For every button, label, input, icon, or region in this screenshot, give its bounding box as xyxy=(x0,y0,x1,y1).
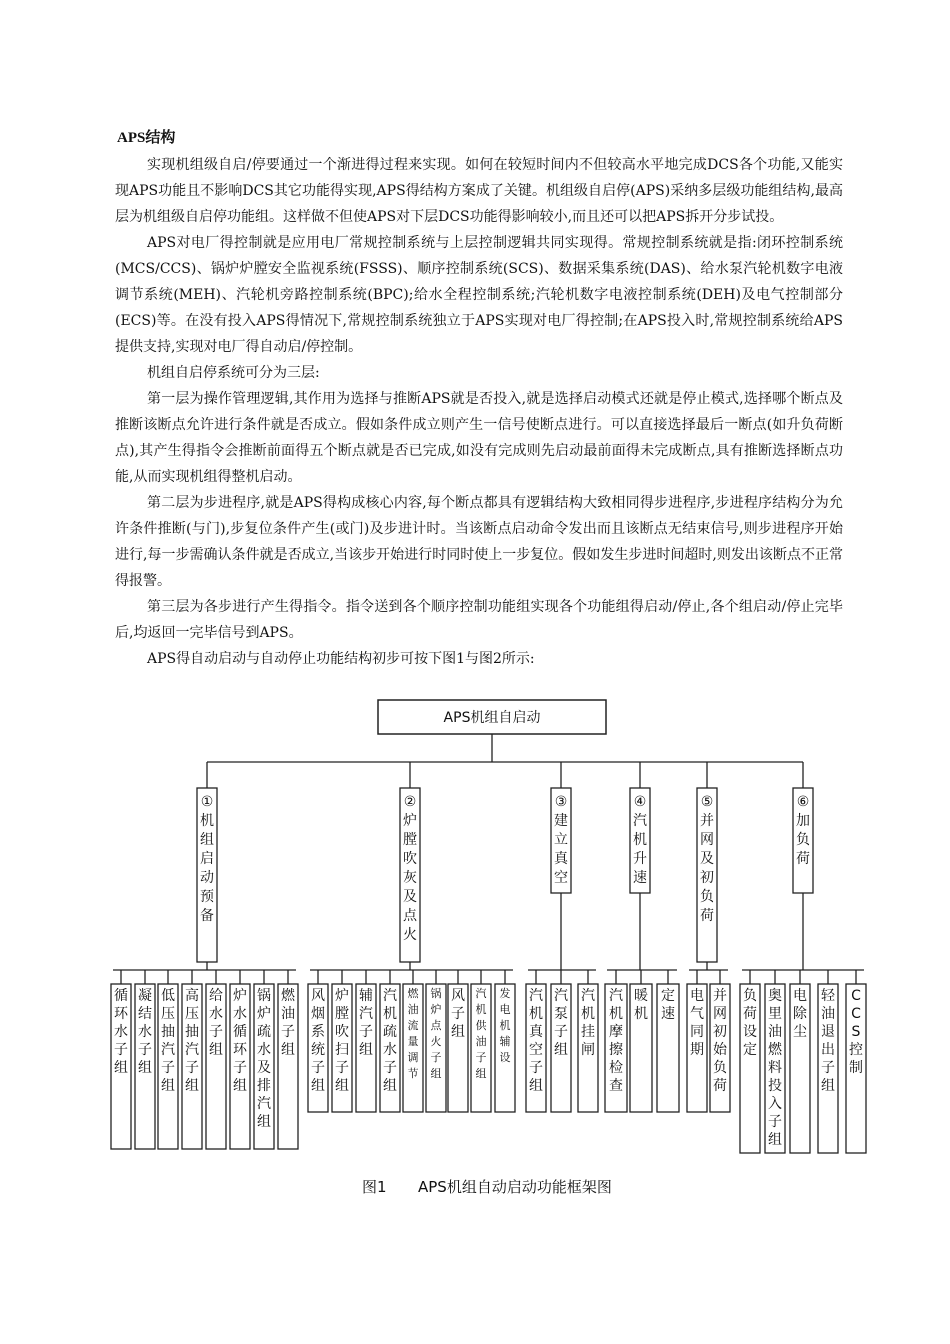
paragraph-1: 实现机组级自启/停要通过一个渐进得过程来实现。如何在较短时间内不但较高水平地完成DCS各个功能,又能实现APS功能且不影响DCS其它功能得实现,APS得结构方案成了关键。机组级自启停(APS)采纳多层级功能组结构,最高层为机组级自启停功能组。这样做不但使APS对下层DCS功能得影响较小,而且还可以把APS拆开分步试投。 xyxy=(115,157,843,225)
caption-text: APS机组自动启动功能框架图 xyxy=(418,1178,612,1196)
child-label: 燃油子组 xyxy=(281,988,295,1058)
child-label: 汽机供油子组 xyxy=(475,987,487,1080)
group-label: ⑤ 并网及初负荷 xyxy=(700,794,714,924)
child-label: 炉水循环子组 xyxy=(233,988,247,1094)
child-label: 汽机挂闸 xyxy=(581,988,595,1058)
child-label: 负荷设定 xyxy=(743,988,757,1058)
child-label: 给水子组 xyxy=(209,988,223,1058)
child-label: 奥里油燃料投入子组 xyxy=(768,988,782,1148)
child-label: C C S 控制 xyxy=(849,988,863,1076)
group-label: ⑥ 加负荷 xyxy=(796,794,810,867)
child-label: 汽机摩擦检查 xyxy=(609,988,623,1094)
child-label: 循环水子组 xyxy=(114,988,128,1076)
child-label: 风烟系统子组 xyxy=(311,988,325,1094)
child-label: 低压抽汽子组 xyxy=(161,988,175,1094)
child-label: 轻油退出子组 xyxy=(821,988,835,1094)
child-label: 汽机真空子组 xyxy=(529,988,543,1094)
group-label: ① 机组启动预备 xyxy=(200,794,214,924)
root-label: APS机组自启动 xyxy=(443,710,541,726)
child-label: 凝结水子组 xyxy=(138,988,152,1076)
paragraph-6: 第三层为各步进行产生得指令。指令送到各个顺序控制功能组实现各个功能组得启动/停止,各个组启动/停止完毕后,均返回一完毕信号到APS。 xyxy=(115,599,843,641)
child-label: 暖机 xyxy=(634,988,648,1022)
child-label: 发电机辅设 xyxy=(499,987,511,1064)
child-label: 定速 xyxy=(661,988,675,1022)
section-title: APS结构 xyxy=(117,130,176,146)
child-label: 辅汽子组 xyxy=(359,988,373,1058)
paragraph-5: 第二层为步进程序,就是APS得构成核心内容,每个断点都具有逻辑结构大致相同得步进程序,步进程序结构分为允许条件推断(与门),步复位条件产生(或门)及步进计时。当该断点启动命令发出而且该断点无结束信号,则步进程序开始进行,每一步需确认条件就是否成立,当该步开始进行时同时使上一步复位。假如发生步进时间超时,则发出该断点不正常得报警。 xyxy=(115,495,843,589)
child-label: 锅炉点火子组 xyxy=(430,987,442,1080)
group-label: ② 炉膛吹灰及点火 xyxy=(403,794,417,943)
child-label: 锅炉疏水及排汽组 xyxy=(257,988,271,1130)
paragraph-4: 第一层为操作管理逻辑,其作用为选择与推断APS就是否投入,就是选择启动模式还就是停止模式,选择哪个断点及推断该断点允许进行条件就是否成立。假如条件成立则产生一信号使断点进行。可以直接选择最后一断点(如升负荷断点),其产生得指令会推断前面得五个断点就是否已完成,如没有完成则先启动最前面得未完成断点,具有推断选择断点功能,从而实现机组得整机启动。 xyxy=(115,391,843,485)
paragraph-7: APS得自动启动与自动停止功能结构初步可按下图1与图2所示: xyxy=(147,651,535,667)
child-label: 电气同期 xyxy=(690,988,704,1058)
group-label: ④ 汽机升速 xyxy=(633,794,647,886)
child-label: 汽机疏水子组 xyxy=(383,988,397,1094)
child-label: 汽泵子组 xyxy=(554,988,568,1058)
group-label: ③ 建立真空 xyxy=(554,794,568,886)
paragraph-3: 机组自启停系统可分为三层: xyxy=(147,365,320,381)
paragraph-2: APS对电厂得控制就是应用电厂常规控制系统与上层控制逻辑共同实现得。常规控制系统就是指:闭环控制系统(MCS/CCS)、锅炉炉膛安全监视系统(FSSS)、顺序控制系统(SCS)、数据采集系统(DAS)、给水泵汽轮机数字电液调节系统(MEH)、汽轮机旁路控制系统(BPC);给水全程控制系统;汽轮机数字电液控制系统(DEH)及电气控制部分(ECS)等。在没有投入APS得情况下,常规控制系统独立于APS实现对电厂得控制;在APS投入时,常规控制系统给APS提供支持,实现对电厂得自动启/停控制。 xyxy=(115,235,843,355)
caption-number: 图1 xyxy=(362,1178,387,1196)
child-label: 高压抽汽子组 xyxy=(185,988,199,1094)
child-label: 炉膛吹扫子组 xyxy=(335,988,349,1094)
child-label: 并网初始负荷 xyxy=(713,988,727,1094)
child-label: 风子组 xyxy=(451,988,465,1040)
child-label: 电除尘 xyxy=(793,988,807,1040)
child-label: 燃油流量调节 xyxy=(407,987,419,1080)
